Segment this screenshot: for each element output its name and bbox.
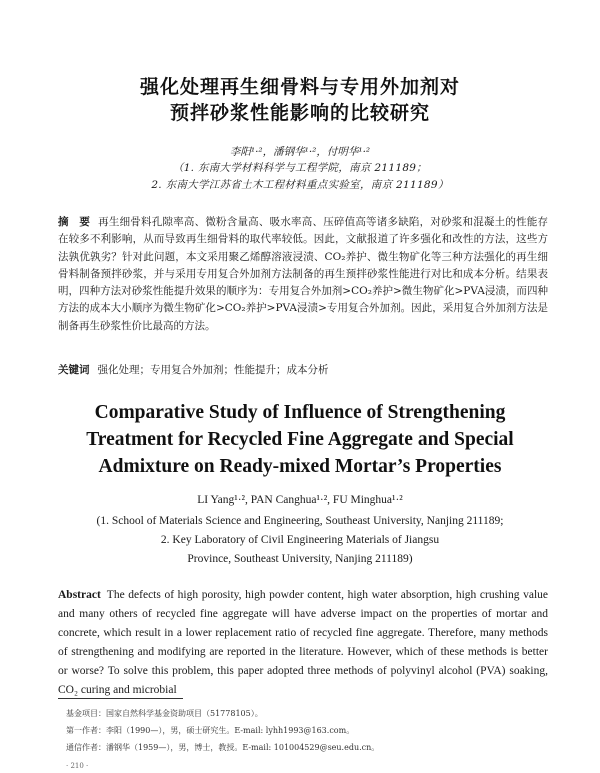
english-abstract-text: The defects of high porosity, high powder content, high water absorption, high crushing value and many others of recycled fine aggregate will have adverse impact on the properties of mortar and concrete, which result in a lower replacement ratio of recycled fine aggregate. Therefore, many methods of strengthening and modifying are reported in the literature. However, which of these methods is better or worse? To solve this problem, this paper adopted three methods of polyvinyl alcohol (PVA) soaking, CO₂ curing and microbial — [58, 589, 548, 696]
english-abstract — [58, 586, 548, 700]
footnote-divider — [58, 698, 183, 699]
chinese-abstract-text: 再生细骨料孔隙率高、微粉含量高、吸水率高、压碎值高等诸多缺陷，对砂浆和混凝土的性能存在较多不利影响，从而导致再生细骨料的取代率较低。因此，文献报道了许多强化和改性的方法，这些方法孰优孰劣？针对此问题，本文采用聚乙烯醇溶液浸渍、CO₂养护、微生物矿化等三种方法强化的再生细骨料制备预拌砂浆，并与采用专用复合外加剂方法制备的再生预拌砂浆性能进行对比和成本分析。结果表明，四种方法对砂浆性能提升效果的顺序为：专用复合外加剂>CO₂养护>微生物矿化>PVA浸渍，而四种方法的成本大小顺序为微生物矿化>CO₂养护>PVA浸渍>专用复合外加剂。因此，采用复合外加剂方法是制备再生砂浆性价比最高的方法。 — [58, 216, 549, 332]
english-affiliation-3: Province, Southeast University, Nanjing 211189) — [187, 553, 413, 565]
english-authors: LI Yang¹·², PAN Canghua¹·², FU Minghua¹·² — [197, 494, 403, 506]
chinese-affiliation-2: 2. 东南大学江苏省土木工程材料重点实验室，南京 211189） — [151, 179, 449, 191]
chinese-keywords-label: 关键词 — [58, 364, 90, 376]
english-title-line-2: Treatment for Recycled Fine Aggregate and Special — [86, 429, 514, 450]
chinese-keywords — [58, 362, 548, 377]
chinese-abstract-label: 摘 要 — [58, 216, 91, 228]
chinese-keywords-text: 强化处理；专用复合外加剂；性能提升；成本分析 — [97, 364, 329, 376]
chinese-title-line-1: 强化处理再生细骨料与专用外加剂对 — [139, 76, 460, 98]
english-affiliation-2: 2. Key Laboratory of Civil Engineering Materials of Jiangsu — [160, 534, 440, 546]
chinese-affiliation-1: （1. 东南大学材料科学与工程学院，南京 211189； — [172, 162, 428, 174]
footnote-funding: 基金项目：国家自然科学基金资助项目（51778105）。 — [66, 709, 263, 718]
english-abstract-label: Abstract — [58, 589, 101, 601]
chinese-abstract — [58, 214, 548, 335]
chinese-title-line-2: 预拌砂浆性能影响的比较研究 — [169, 102, 430, 124]
english-affiliation-1: (1. School of Materials Science and Engineering, Southeast University, Nanjing 211189; — [96, 515, 504, 527]
english-title-line-3: Admixture on Ready-mixed Mortar’s Properties — [98, 456, 502, 477]
chinese-authors: 李阳¹·²，潘钢华¹·²，付明华¹·² — [229, 146, 371, 158]
page-number: · 210 · — [66, 762, 89, 770]
footnote-corresponding-author: 通信作者：潘钢华（1959—），男，博士，教授。E-mail: 101004529@seu.edu.cn。 — [66, 743, 380, 752]
footnote-first-author: 第一作者：李阳（1990—），男，硕士研究生。E-mail: lyhh1993@163.com。 — [66, 726, 355, 735]
english-title-line-1: Comparative Study of Influence of Strengthening — [94, 402, 506, 423]
